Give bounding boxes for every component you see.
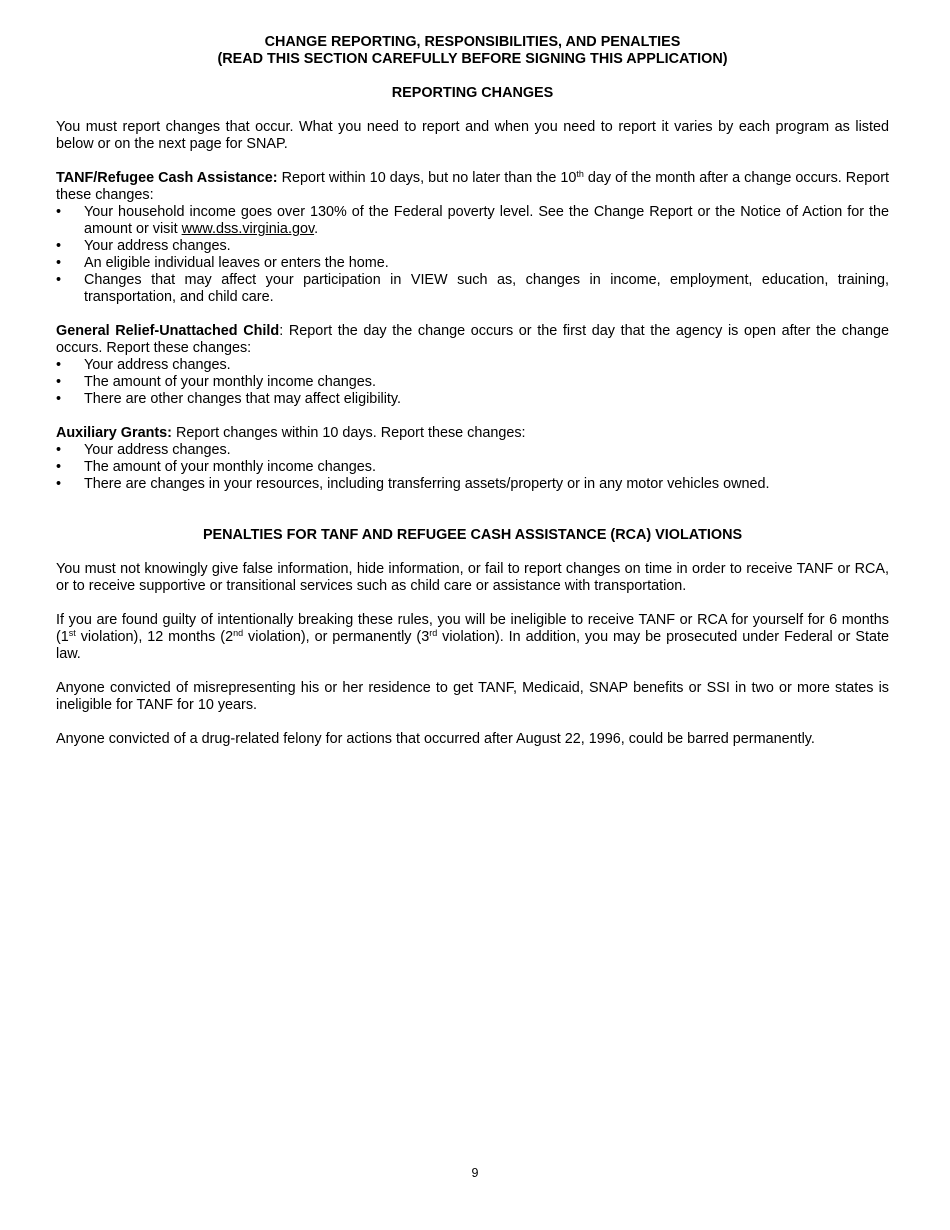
penalties-p2-part-1: If you are found guilty of intentionally breaking these rules, you will be ineligible to receive TANF or RCA for yourself for 6 months (1: [56, 612, 889, 645]
bullet-icon: •: [56, 255, 62, 271]
page-title: [56, 34, 889, 68]
general-relief-text: : Report the day the change occurs or the first day that the agency is open after the change occurs. Report these changes:: [56, 323, 889, 356]
general-relief-paragraph: [56, 323, 889, 357]
tanf-item-4-text: Changes that may affect your participation in VIEW such as, changes in income, employment, education, training, transportation, and child care.: [84, 272, 889, 305]
reporting-changes-heading: REPORTING CHANGES: [391, 85, 554, 101]
bullet-icon: •: [56, 272, 62, 288]
general-relief-item-1-text: Your address changes.: [84, 357, 231, 373]
tanf-item-2-text: Your address changes.: [84, 238, 231, 254]
penalties-p2-sup-1: st: [68, 628, 76, 638]
list-item: [56, 204, 889, 238]
bullet-icon: •: [56, 476, 62, 492]
auxiliary-grants-section: [56, 425, 889, 493]
list-item: [56, 391, 889, 408]
bullet-icon: •: [56, 391, 62, 407]
general-relief-label: General Relief-Unattached Child: [56, 323, 280, 339]
list-item: [56, 238, 889, 255]
auxiliary-item-3-text: There are changes in your resources, including transferring assets/property or in any motor vehicles owned.: [84, 476, 770, 492]
list-item: [56, 459, 889, 476]
list-item: [56, 357, 889, 374]
list-item: [56, 442, 889, 459]
tanf-section: [56, 170, 889, 306]
bullet-icon: •: [56, 238, 62, 254]
penalties-p2-part-3: violation), or permanently (3: [243, 629, 430, 645]
penalties-paragraph-1: You must not knowingly give false information, hide information, or fail to report changes on time in order to receive TANF or RCA, or to receive supportive or transitional services such as child care or assistance with transportation.: [56, 561, 889, 594]
list-item: [56, 272, 889, 306]
general-relief-change-list: [56, 357, 889, 408]
bullet-icon: •: [56, 442, 62, 458]
tanf-change-list: [56, 204, 889, 306]
bullet-icon: •: [56, 357, 62, 373]
auxiliary-item-1-text: Your address changes.: [84, 442, 231, 458]
penalties-p2-part-4: violation). In addition, you may be prosecuted under Federal or State law.: [56, 629, 889, 662]
auxiliary-grants-paragraph: [56, 425, 889, 442]
bullet-icon: •: [56, 459, 62, 475]
general-relief-item-3-text: There are other changes that may affect eligibility.: [84, 391, 402, 407]
penalties-paragraph-2: [56, 612, 889, 663]
auxiliary-grants-text: Report changes within 10 days. Report these changes:: [171, 425, 526, 441]
auxiliary-grants-label: Auxiliary Grants:: [56, 425, 172, 441]
page-title-line-2: (READ THIS SECTION CAREFULLY BEFORE SIGNING THIS APPLICATION): [217, 51, 728, 67]
penalties-p2-sup-3: rd: [429, 628, 438, 638]
tanf-paragraph: [56, 170, 889, 204]
document-page: [56, 34, 889, 748]
penalties-paragraph-3: Anyone convicted of misrepresenting his or her residence to get TANF, Medicaid, SNAP benefits or SSI in two or more states is ineligible for TANF for 10 years.: [56, 680, 889, 713]
dss-website-link[interactable]: www.dss.virginia.gov: [181, 221, 315, 237]
general-relief-item-2-text: The amount of your monthly income changes.: [84, 374, 376, 390]
tanf-item-1-text: Your household income goes over 130% of the Federal poverty level. See the Change Report or the Notice of Action for the amount or visit: [84, 204, 889, 237]
penalties-p2-sup-2: nd: [233, 628, 244, 638]
tanf-text-after: day of the month after a change occurs. Report these changes:: [56, 170, 890, 203]
auxiliary-item-2-text: The amount of your monthly income changes.: [84, 459, 376, 475]
general-relief-section: [56, 323, 889, 408]
auxiliary-grants-change-list: [56, 442, 889, 493]
penalties-p2-part-2: violation), 12 months (2: [75, 629, 234, 645]
bullet-icon: •: [56, 204, 62, 220]
list-item: [56, 374, 889, 391]
tanf-item-1-end: .: [314, 221, 319, 237]
page-title-line-1: CHANGE REPORTING, RESPONSIBILITIES, AND PENALTIES: [264, 34, 681, 50]
tanf-item-3-text: An eligible individual leaves or enters the home.: [84, 255, 389, 271]
tanf-text-before: Report within 10 days, but no later than the 10: [277, 170, 577, 186]
tanf-label: TANF/Refugee Cash Assistance:: [56, 170, 278, 186]
penalties-heading: PENALTIES FOR TANF AND REFUGEE CASH ASSISTANCE (RCA) VIOLATIONS: [202, 527, 743, 543]
list-item: [56, 255, 889, 272]
penalties-paragraph-4: Anyone convicted of a drug-related felony for actions that occurred after August 22, 1996, could be barred permanently.: [56, 731, 815, 747]
bullet-icon: •: [56, 374, 62, 390]
page-number: 9: [471, 1166, 479, 1180]
list-item: [56, 476, 889, 493]
reporting-intro: You must report changes that occur. What you need to report and when you need to report it varies by each program as listed below or on the next page for SNAP.: [56, 119, 889, 152]
tanf-superscript: th: [576, 169, 584, 179]
